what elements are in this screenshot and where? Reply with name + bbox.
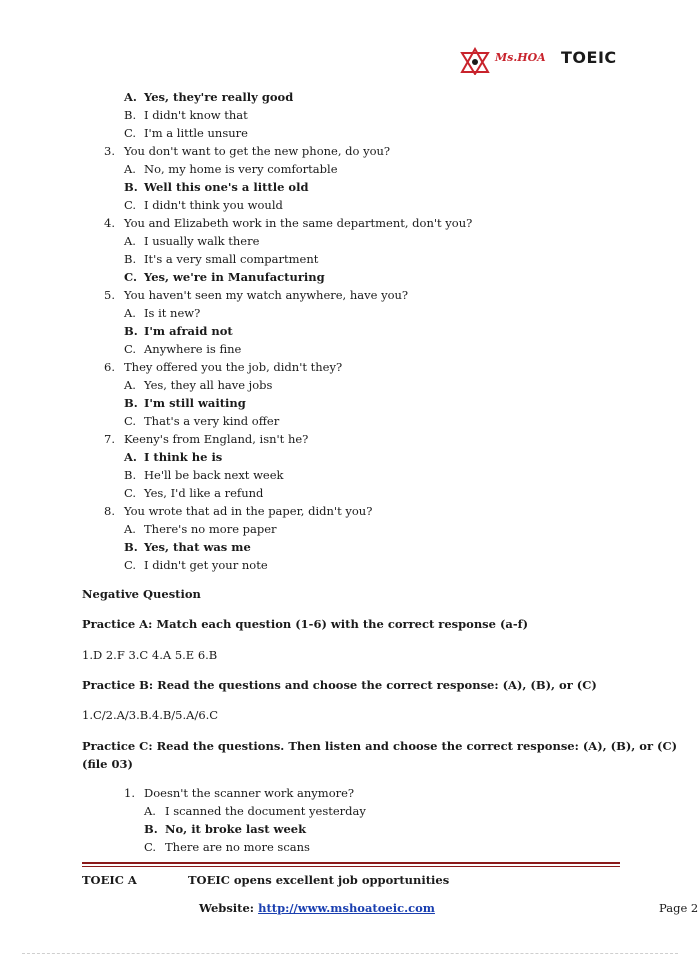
option-letter: B. (124, 396, 138, 410)
option-text: I didn't think you would (144, 198, 283, 212)
option-letter: B. (124, 540, 138, 554)
question-number: 5. (104, 288, 115, 302)
option-text: Yes, I'd like a refund (144, 486, 264, 500)
option-text: It's a very small compartment (144, 252, 319, 266)
option-text: I'm still waiting (144, 396, 246, 410)
question-text: You wrote that ad in the paper, didn't you? (124, 504, 373, 518)
question-number: 6. (104, 360, 115, 374)
question-number: 8. (104, 504, 115, 518)
star-logo-icon (457, 47, 493, 75)
option-letter: C. (124, 342, 137, 356)
question-text: You don't want to get the new phone, do you? (124, 144, 391, 158)
option-text: Is it new? (144, 306, 201, 320)
question-number: 4. (104, 216, 115, 230)
option-letter: A. (124, 522, 136, 536)
question-text: They offered you the job, didn't they? (124, 360, 343, 374)
option-text: I usually walk there (144, 234, 260, 248)
practice-a-heading: Practice A: Match each question (1-6) with the correct response (a-f) (82, 617, 529, 631)
option-text: There's no more paper (144, 522, 277, 536)
option-text: Yes, they're really good (144, 90, 294, 104)
practice-c-heading: Practice C: Read the questions. Then listen and choose the correct response: (A), (B), or (C) (82, 739, 678, 753)
question-text: Keeny's from England, isn't he? (124, 432, 309, 446)
option-text: I scanned the document yesterday (165, 804, 366, 818)
option-letter: A. (144, 804, 156, 818)
option-text: That's a very kind offer (144, 414, 280, 428)
option-letter: B. (124, 108, 137, 122)
question-text: You haven't seen my watch anywhere, have you? (124, 288, 409, 302)
footer-label: TOEIC A (82, 873, 137, 887)
option-letter: C. (124, 198, 137, 212)
option-letter: A. (124, 450, 137, 464)
option-letter: B. (144, 822, 158, 836)
option-letter: B. (124, 252, 137, 266)
option-text: Anywhere is fine (144, 342, 242, 356)
option-letter: A. (124, 378, 136, 392)
option-letter: C. (124, 486, 137, 500)
option-letter: A. (124, 90, 137, 104)
option-text: Yes, that was me (144, 540, 251, 554)
question-number: 1. (124, 786, 135, 800)
question-number: 3. (104, 144, 115, 158)
option-letter: C. (144, 840, 157, 854)
option-letter: B. (124, 468, 137, 482)
option-text: I think he is (144, 450, 223, 464)
option-letter: B. (124, 180, 138, 194)
footer-website (199, 901, 435, 915)
option-letter: A. (124, 162, 136, 176)
logo-ms-hoa: Ms.HOA (495, 51, 546, 64)
option-text: Yes, they all have jobs (144, 378, 273, 392)
practice-b-heading: Practice B: Read the questions and choose the correct response: (A), (B), or (C) (82, 678, 597, 692)
option-letter: C. (124, 126, 137, 140)
footer-rule-thick (82, 862, 620, 864)
option-text: I didn't get your note (144, 558, 268, 572)
question-text: Doesn't the scanner work anymore? (144, 786, 355, 800)
option-text: No, my home is very comfortable (144, 162, 338, 176)
option-letter: B. (124, 324, 138, 338)
brand-logo (457, 47, 627, 75)
website-link[interactable]: http://www.mshoatoeic.com (258, 901, 435, 915)
practice-c-heading-file: (file 03) (82, 757, 133, 771)
practice-b-answers: 1.C/2.A/3.B.4.B/5.A/6.C (82, 708, 219, 722)
option-text: There are no more scans (165, 840, 310, 854)
option-text: Well this one's a little old (144, 180, 309, 194)
option-text: I'm afraid not (144, 324, 233, 338)
practice-a-answers: 1.D 2.F 3.C 4.A 5.E 6.B (82, 648, 218, 662)
website-label: Website: (199, 901, 255, 915)
option-letter: C. (124, 414, 137, 428)
option-text: Yes, we're in Manufacturing (144, 270, 325, 284)
option-letter: C. (124, 270, 137, 284)
logo-toeic: TOEIC (561, 48, 617, 67)
footer-tagline: TOEIC opens excellent job opportunities (188, 873, 450, 887)
section-title: Negative Question (82, 587, 201, 601)
page-bottom-border (22, 953, 678, 954)
question-text: You and Elizabeth work in the same department, don't you? (124, 216, 473, 230)
page-number: Page 2 (659, 901, 699, 915)
option-text: I'm a little unsure (144, 126, 248, 140)
option-letter: A. (124, 306, 136, 320)
option-text: He'll be back next week (144, 468, 284, 482)
footer-rule-thin (82, 866, 620, 867)
option-text: I didn't know that (144, 108, 248, 122)
option-text: No, it broke last week (165, 822, 307, 836)
option-letter: C. (124, 558, 137, 572)
option-letter: A. (124, 234, 136, 248)
question-number: 7. (104, 432, 115, 446)
